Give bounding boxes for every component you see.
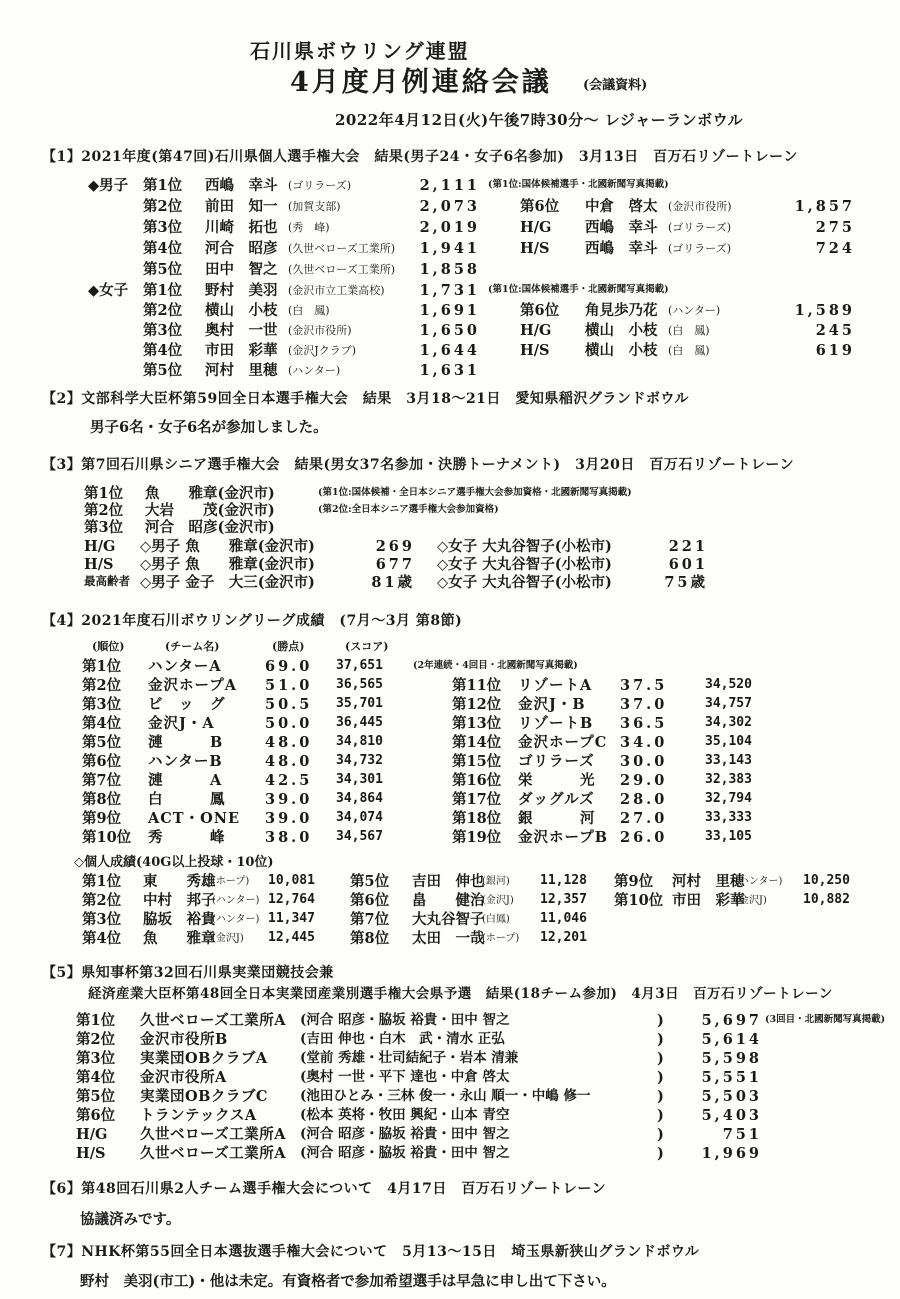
club-name: (ゴリラーズ) <box>668 221 732 234</box>
men-award: ◇男子 金子 大三(金沢市) <box>140 574 315 591</box>
rank-label: 第8位 <box>350 930 390 947</box>
rank-label: 第4位 <box>82 930 122 947</box>
score-value: 37,651 <box>336 658 383 673</box>
men-marker: ◆男子 <box>88 177 129 194</box>
rank-label: 第3位 <box>82 911 122 928</box>
score-value: 12,445 <box>268 930 315 945</box>
team-name: 実業団OBクラブA <box>140 1050 268 1067</box>
score-value: 12,201 <box>540 930 587 945</box>
team-name: 久世ベローズ工業所A <box>140 1145 287 1162</box>
rank-label: H/G <box>520 322 552 339</box>
score-value: 1,644 <box>419 342 480 359</box>
club-name: (金沢Jクラブ) <box>288 344 356 357</box>
award-label: H/S <box>84 556 114 573</box>
score-value: 1,969 <box>701 1145 762 1162</box>
rank-label: 第10位 <box>82 829 132 846</box>
column-header: (スコア) <box>345 640 389 653</box>
rank-label: 第19位 <box>452 829 502 846</box>
club-name: (ハンター) <box>668 304 721 317</box>
score-value: 1,731 <box>419 282 480 299</box>
club-name: (ハンター) <box>212 895 260 906</box>
women-award: ◇女子 大丸谷智子(小松市) <box>437 556 612 573</box>
player-name: 大丸谷智子 <box>412 911 485 928</box>
score-value: 1,858 <box>419 261 480 278</box>
club-name: (白 鳳) <box>668 344 710 357</box>
rank-label: 第17位 <box>452 791 502 808</box>
rank-label: 第16位 <box>452 772 502 789</box>
rank-label: 第5位 <box>82 734 122 751</box>
points-value: 48.0 <box>265 734 313 751</box>
score-value: 2,019 <box>419 219 480 236</box>
rank-label: 第3位 <box>82 696 122 713</box>
score-value: 33,333 <box>705 810 752 825</box>
points-value: 50.5 <box>265 696 313 713</box>
rank-label: H/S <box>520 342 550 359</box>
team-name: 金沢ホープC <box>518 734 608 751</box>
section-7-body: 野村 美羽(市工)・他は未定。有資格者で参加希望選手は早急に申し出て下さい。 <box>80 1273 616 1290</box>
player-name: 前田 知一 <box>205 198 278 215</box>
score-value: 36,565 <box>336 677 383 692</box>
club-name: (金沢J) <box>482 895 514 906</box>
rank-label: 第2位 <box>84 502 124 519</box>
club-name: (ホープ) <box>482 933 520 944</box>
section-5-heading-line1: 【5】県知事杯第32回石川県実業団競技会兼 <box>42 965 334 981</box>
score-value: 1,650 <box>419 322 480 339</box>
close-paren: ) <box>657 1107 664 1124</box>
rank-label: H/S <box>76 1145 106 1162</box>
score-value: 5,614 <box>701 1031 762 1048</box>
team-name: ビ ッ グ <box>148 696 226 713</box>
score-value: 34,301 <box>336 772 383 787</box>
rank-label: 第12位 <box>452 696 502 713</box>
team-members: (堂前 秀雄・壮司結紀子・岩本 清兼 <box>300 1050 519 1066</box>
rank-label: 第2位 <box>76 1031 116 1048</box>
score-value: 34,810 <box>336 734 383 749</box>
score-value: 33,143 <box>705 753 752 768</box>
rank-label: 第4位 <box>82 715 122 732</box>
rank-label: 第2位 <box>143 198 183 215</box>
team-name: ACT・ONE <box>148 810 241 827</box>
score-value: 34,732 <box>336 753 383 768</box>
team-name: 金沢J・B <box>518 696 586 713</box>
score-value: 5,503 <box>701 1088 762 1105</box>
player-name: 畠 健治 <box>412 892 485 909</box>
rank-label: 第5位 <box>350 873 390 890</box>
organization-name: 石川県ボウリング連盟 <box>250 39 470 63</box>
award-label: 最高齢者 <box>84 574 130 588</box>
team-name: 秀 峰 <box>148 829 226 846</box>
rank-label: 第1位 <box>143 177 183 194</box>
close-paren: ) <box>657 1050 664 1067</box>
score-value: 275 <box>815 219 855 236</box>
points-value: 28.0 <box>620 791 668 808</box>
player-name: 横山 小枝 <box>205 302 278 319</box>
rank-label: 第1位 <box>76 1012 116 1029</box>
player-name: 脇坂 裕貴 <box>143 911 216 928</box>
score-value: 11,046 <box>540 911 587 926</box>
qualification-note: (第2位:全日本シニア選手権大会参加資格) <box>318 504 499 515</box>
points-value: 34.0 <box>620 734 668 751</box>
score-value: 5,551 <box>701 1069 762 1086</box>
rank-label: 第2位 <box>82 677 122 694</box>
close-paren: ) <box>657 1088 664 1105</box>
score-value: 35,104 <box>705 734 752 749</box>
score-value: 34,302 <box>705 715 752 730</box>
rank-label: 第10位 <box>614 892 664 909</box>
player-name: 西嶋 幸斗 <box>585 240 658 257</box>
team-name: 金沢J・A <box>148 715 215 732</box>
score-value: 12,764 <box>268 892 315 907</box>
rank-label: 第5位 <box>76 1088 116 1105</box>
score-value: 34,074 <box>336 810 383 825</box>
player-name: 大岩 茂(金沢市) <box>145 502 275 519</box>
score-value: 33,105 <box>705 829 752 844</box>
score-value: 1,941 <box>419 240 480 257</box>
points-value: 39.0 <box>265 791 313 808</box>
qualification-note: (第1位:国体候補・全日本シニア選手権大会参加資格・北國新聞写真掲載) <box>318 487 632 498</box>
title-note: (会議資料) <box>583 78 648 93</box>
club-name: (金沢市役所) <box>668 200 732 213</box>
player-name: 河村 里穂 <box>205 362 278 379</box>
points-value: 48.0 <box>265 753 313 770</box>
team-members: (池田ひとみ・三林 俊一・永山 順一・中嶋 修一 <box>300 1088 591 1104</box>
men-award-value: 81歳 <box>371 574 415 591</box>
score-value: 751 <box>722 1126 762 1143</box>
points-value: 29.0 <box>620 772 668 789</box>
player-name: 奥村 一世 <box>205 322 278 339</box>
score-value: 32,794 <box>705 791 752 806</box>
score-value: 724 <box>815 240 855 257</box>
champion-note: (2年連続・4回目・北國新聞写真掲載) <box>413 660 578 671</box>
rank-label: 第2位 <box>143 302 183 319</box>
club-name: (ゴリラーズ) <box>668 242 732 255</box>
club-name: (ゴリラーズ) <box>288 179 352 192</box>
team-name: 漣 B <box>148 734 224 751</box>
points-value: 42.5 <box>265 772 313 789</box>
rank-label: 第8位 <box>82 791 122 808</box>
rank-label: 第2位 <box>82 892 122 909</box>
team-name: リゾートA <box>518 677 593 694</box>
club-name: (加賀支部) <box>288 200 341 213</box>
rank-label: 第5位 <box>143 261 183 278</box>
rank-label: 第3位 <box>143 219 183 236</box>
points-value: 37.5 <box>620 677 668 694</box>
club-name: (ハンター) <box>212 914 260 925</box>
rank-label: 第1位 <box>82 658 122 675</box>
rank-label: 第4位 <box>76 1069 116 1086</box>
player-name: 横山 小枝 <box>585 342 658 359</box>
team-name: 白 鳳 <box>148 791 226 808</box>
score-value: 5,697 <box>701 1012 762 1029</box>
team-name: ハンターB <box>148 753 223 770</box>
rank-label: H/G <box>520 219 552 236</box>
women-award-value: 221 <box>668 538 708 555</box>
player-name: 河合 昭彦(金沢市) <box>145 519 275 536</box>
points-value: 51.0 <box>265 677 313 694</box>
score-value: 5,598 <box>701 1050 762 1067</box>
club-name: (久世ベローズ工業所) <box>288 242 396 255</box>
rank-label: 第7位 <box>350 911 390 928</box>
player-name: 西嶋 幸斗 <box>205 177 278 194</box>
team-name: 久世ベローズ工業所A <box>140 1126 287 1143</box>
points-value: 50.0 <box>265 715 313 732</box>
score-value: 1,857 <box>794 198 855 215</box>
club-name: (金沢市立工業高校) <box>288 284 385 297</box>
player-name: 太田 一哉 <box>412 930 485 947</box>
section-2-body: 男子6名・女子6名が参加しました。 <box>90 419 328 436</box>
player-name: 横山 小枝 <box>585 322 658 339</box>
club-name: (金沢J) <box>212 933 244 944</box>
rank-label: 第6位 <box>82 753 122 770</box>
team-name: リゾートB <box>518 715 594 732</box>
team-name: トランテックスA <box>140 1107 257 1124</box>
points-value: 27.0 <box>620 810 668 827</box>
club-name: (白 鳳) <box>288 304 330 317</box>
rank-label: 第6位 <box>350 892 390 909</box>
rank-label: 第14位 <box>452 734 502 751</box>
score-value: 11,347 <box>268 911 315 926</box>
player-name: 魚 雅章(金沢市) <box>145 485 275 502</box>
section-5-heading-line2: 経済産業大臣杯第48回全日本実業団産業別選手権大会県予選 結果(18チーム参加) 4月3日 百万石リゾートレーン <box>88 986 833 1002</box>
column-header: (チーム名) <box>165 640 220 653</box>
rank-label: 第11位 <box>452 677 502 694</box>
score-value: 34,520 <box>705 677 752 692</box>
club-name: (秀 峰) <box>288 221 330 234</box>
rank-label: 第9位 <box>82 810 122 827</box>
player-name: 吉田 伸也 <box>412 873 485 890</box>
section-6-body: 協議済みです。 <box>80 1211 181 1228</box>
rank-label: 第1位 <box>82 873 122 890</box>
team-members: (河合 昭彦・脇坂 裕貴・田中 智之 <box>300 1012 510 1028</box>
score-value: 1,691 <box>419 302 480 319</box>
rank-label: 第6位 <box>520 302 560 319</box>
women-note: (第1位:国体候補選手・北國新聞写真掲載) <box>488 284 669 295</box>
close-paren: ) <box>657 1012 664 1029</box>
men-award-value: 269 <box>375 538 415 555</box>
club-name: (金沢J) <box>735 895 767 906</box>
team-members: (河合 昭彦・脇坂 裕貴・田中 智之 <box>300 1145 510 1161</box>
team-name: 金沢ホープA <box>148 677 238 694</box>
player-name: 河村 里穂 <box>672 873 745 890</box>
column-header: (順位) <box>92 640 125 653</box>
column-header: (勝点) <box>272 640 305 653</box>
points-value: 39.0 <box>265 810 313 827</box>
score-value: 1,631 <box>419 362 480 379</box>
points-value: 38.0 <box>265 829 313 846</box>
team-name: 金沢市役所B <box>140 1031 228 1048</box>
rank-label: 第4位 <box>143 240 183 257</box>
team-name: ダッグルズ <box>518 791 595 808</box>
section-4-heading: 【4】2021年度石川ボウリングリーグ成績 (7月～3月 第8節) <box>42 613 463 629</box>
team-name: 実業団OBクラブC <box>140 1088 268 1105</box>
team-name: 金沢ホープB <box>518 829 609 846</box>
club-name: (金沢市役所) <box>288 324 352 337</box>
award-label: H/G <box>84 538 116 555</box>
rank-label: 第1位 <box>143 282 183 299</box>
section-7-heading: 【7】NHK杯第55回全日本選抜選手権大会について 5月13～15日 埼玉県新狭山グランドボウル <box>42 1244 700 1260</box>
champion-note: (3回目・北國新聞写真掲載) <box>765 1014 886 1025</box>
rank-label: H/G <box>76 1126 108 1143</box>
men-note: (第1位:国体候補選手・北國新聞写真掲載) <box>488 179 669 190</box>
club-name: (久世ベローズ工業所) <box>288 263 396 276</box>
score-value: 11,128 <box>540 873 587 888</box>
men-award-value: 677 <box>375 556 415 573</box>
close-paren: ) <box>657 1031 664 1048</box>
individual-heading: ◇個人成績(40G以上投球・10位) <box>74 855 274 870</box>
points-value: 37.0 <box>620 696 668 713</box>
close-paren: ) <box>657 1126 664 1143</box>
women-award: ◇女子 大丸谷智子(小松市) <box>437 538 612 555</box>
score-value: 10,250 <box>803 873 850 888</box>
score-value: 10,081 <box>268 873 315 888</box>
score-value: 2,111 <box>419 177 480 194</box>
score-value: 5,403 <box>701 1107 762 1124</box>
close-paren: ) <box>657 1145 664 1162</box>
player-name: 市田 彩華 <box>672 892 745 909</box>
rank-label: 第18位 <box>452 810 502 827</box>
club-name: (ハンター) <box>735 876 783 887</box>
points-value: 69.0 <box>265 658 313 675</box>
rank-label: 第3位 <box>143 322 183 339</box>
player-name: 中村 邦子 <box>143 892 216 909</box>
rank-label: 第13位 <box>452 715 502 732</box>
section-2-heading: 【2】文部科学大臣杯第59回全日本選手権大会 結果 3月18～21日 愛知県稲沢グランドボウル <box>42 391 690 407</box>
points-value: 30.0 <box>620 753 668 770</box>
player-name: 角見歩乃花 <box>585 302 658 319</box>
page-title: 4月度月例連絡会議 <box>290 67 552 98</box>
team-name: 久世ベローズ工業所A <box>140 1012 287 1029</box>
section-3-heading: 【3】第7回石川県シニア選手権大会 結果(男女37名参加・決勝トーナメント) 3月20日 百万石リゾートレーン <box>42 457 795 473</box>
score-value: 34,757 <box>705 696 752 711</box>
team-members: (吉田 伸也・白木 武・清水 正弘 <box>300 1031 505 1047</box>
section-1-heading: 【1】2021年度(第47回)石川県個人選手権大会 結果(男子24・女子6名参加) 3月13日 百万石リゾートレーン <box>42 149 798 165</box>
close-paren: ) <box>657 1069 664 1086</box>
rank-label: 第7位 <box>82 772 122 789</box>
player-name: 川崎 拓也 <box>205 219 278 236</box>
men-award: ◇男子 魚 雅章(金沢市) <box>140 538 315 555</box>
women-marker: ◆女子 <box>88 282 129 299</box>
team-members: (松本 英将・牧田 興紀・山本 青空 <box>300 1107 510 1123</box>
club-name: (白 鳳) <box>668 324 710 337</box>
club-name: (白鳳) <box>482 914 510 925</box>
team-name: ゴリラーズ <box>518 753 595 770</box>
club-name: (ハンター) <box>288 364 341 377</box>
team-members: (河合 昭彦・脇坂 裕貴・田中 智之 <box>300 1126 510 1142</box>
women-award: ◇女子 大丸谷智子(小松市) <box>437 574 612 591</box>
score-value: 245 <box>815 322 855 339</box>
team-members: (奥村 一世・平下 達也・中倉 啓太 <box>300 1069 510 1085</box>
player-name: 田中 智之 <box>205 261 278 278</box>
score-value: 34,864 <box>336 791 383 806</box>
rank-label: 第6位 <box>520 198 560 215</box>
rank-label: 第15位 <box>452 753 502 770</box>
score-value: 35,701 <box>336 696 383 711</box>
score-value: 1,589 <box>794 302 855 319</box>
rank-label: 第3位 <box>76 1050 116 1067</box>
date-venue: 2022年4月12日(火)午後7時30分～ レジャーランボウル <box>335 111 744 129</box>
team-name: 栄 光 <box>518 772 596 789</box>
club-name: (ホープ) <box>212 876 250 887</box>
score-value: 36,445 <box>336 715 383 730</box>
player-name: 東 秀雄 <box>143 873 216 890</box>
rank-label: 第1位 <box>84 485 124 502</box>
score-value: 2,073 <box>419 198 480 215</box>
section-6-heading: 【6】第48回石川県2人チーム選手権大会について 4月17日 百万石リゾートレーン <box>42 1181 607 1197</box>
score-value: 12,357 <box>540 892 587 907</box>
team-name: ハンターA <box>148 658 222 675</box>
rank-label: 第9位 <box>614 873 654 890</box>
women-award-value: 601 <box>668 556 708 573</box>
rank-label: 第3位 <box>84 519 124 536</box>
player-name: 西嶋 幸斗 <box>585 219 658 236</box>
player-name: 魚 雅章 <box>143 930 216 947</box>
men-award: ◇男子 魚 雅章(金沢市) <box>140 556 315 573</box>
points-value: 26.0 <box>620 829 668 846</box>
rank-label: 第6位 <box>76 1107 116 1124</box>
rank-label: H/S <box>520 240 550 257</box>
women-award-value: 75歳 <box>664 574 708 591</box>
player-name: 河合 昭彦 <box>205 240 278 257</box>
player-name: 中倉 啓太 <box>585 198 658 215</box>
club-name: (銀河) <box>482 876 510 887</box>
score-value: 10,882 <box>803 892 850 907</box>
score-value: 619 <box>815 342 855 359</box>
team-name: 銀 河 <box>518 810 596 827</box>
team-name: 漣 A <box>148 772 223 789</box>
player-name: 市田 彩華 <box>205 342 278 359</box>
points-value: 36.5 <box>620 715 668 732</box>
score-value: 34,567 <box>336 829 383 844</box>
player-name: 野村 美羽 <box>205 282 278 299</box>
team-name: 金沢市役所A <box>140 1069 227 1086</box>
rank-label: 第4位 <box>143 342 183 359</box>
score-value: 32,383 <box>705 772 752 787</box>
rank-label: 第5位 <box>143 362 183 379</box>
